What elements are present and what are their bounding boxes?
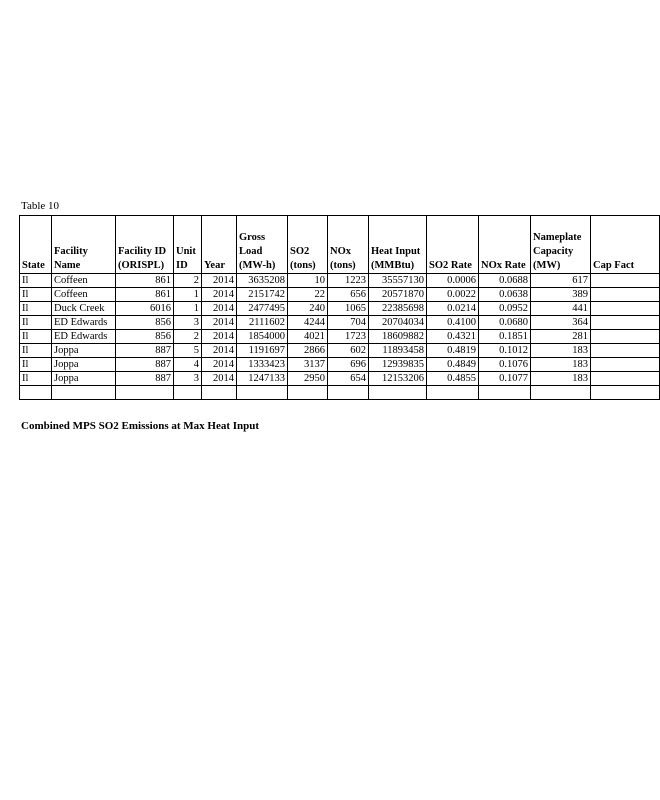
cell-facility-id: 6016: [116, 302, 174, 316]
table-row: [20, 372, 660, 386]
cell-so2-tons: 10: [288, 274, 328, 288]
cell-unit-id: 5: [174, 344, 202, 358]
cell-nameplate-capacity: 281: [531, 330, 591, 344]
cell-nameplate-capacity: 183: [531, 358, 591, 372]
cell-gross-load: 1854000: [237, 330, 288, 344]
column-header-nox-tons: NOx (tons): [328, 216, 369, 274]
cell-nameplate-capacity: 183: [531, 344, 591, 358]
cell-nox-rate: 0.1077: [479, 372, 531, 386]
cell-nox-tons: 656: [328, 288, 369, 302]
cell-capacity-factor: [591, 288, 660, 302]
cell-capacity-factor: [591, 274, 660, 288]
cell-state: Il: [20, 302, 52, 316]
cell-unit-id: 4: [174, 358, 202, 372]
table-row: [20, 344, 660, 358]
cell-facility-name: [52, 386, 116, 400]
cell-heat-input: 18609882: [369, 330, 427, 344]
column-header-state: State: [20, 216, 52, 274]
cell-gross-load: 2111602: [237, 316, 288, 330]
column-header-facility-id: Facility ID (ORISPL): [116, 216, 174, 274]
cell-so2-rate: 0.4321: [427, 330, 479, 344]
cell-facility-id: 856: [116, 330, 174, 344]
cell-nox-tons: 1223: [328, 274, 369, 288]
table-row: [20, 330, 660, 344]
cell-nox-tons: 696: [328, 358, 369, 372]
column-header-so2-rate: SO2 Rate: [427, 216, 479, 274]
cell-state: Il: [20, 274, 52, 288]
table-row: [20, 386, 660, 400]
cell-facility-name: Coffeen: [52, 274, 116, 288]
column-header-year: Year: [202, 216, 237, 274]
cell-facility-name: ED Edwards: [52, 316, 116, 330]
cell-gross-load: 3635208: [237, 274, 288, 288]
cell-state: Il: [20, 372, 52, 386]
cell-facility-id: 856: [116, 316, 174, 330]
cell-nox-rate: 0.1012: [479, 344, 531, 358]
cell-so2-rate: 0.4819: [427, 344, 479, 358]
cell-year: 2014: [202, 344, 237, 358]
cell-so2-rate: [427, 386, 479, 400]
cell-state: Il: [20, 358, 52, 372]
emissions-table-container: [19, 215, 635, 407]
table-row: [20, 358, 660, 372]
cell-facility-name: Duck Creek: [52, 302, 116, 316]
cell-gross-load: 1247133: [237, 372, 288, 386]
cell-facility-name: ED Edwards: [52, 330, 116, 344]
cell-nox-rate: 0.0688: [479, 274, 531, 288]
header-row: [20, 216, 660, 274]
cell-nox-rate: 0.1076: [479, 358, 531, 372]
cell-nox-rate: 0.0680: [479, 316, 531, 330]
cell-capacity-factor: [591, 358, 660, 372]
cell-year: 2014: [202, 274, 237, 288]
cell-nameplate-capacity: 183: [531, 372, 591, 386]
cell-state: Il: [20, 330, 52, 344]
cell-facility-name: Joppa: [52, 358, 116, 372]
cell-capacity-factor: [591, 302, 660, 316]
cell-unit-id: 1: [174, 302, 202, 316]
cell-so2-tons: 240: [288, 302, 328, 316]
column-header-nox-rate: NOx Rate: [479, 216, 531, 274]
table-row: [20, 302, 660, 316]
cell-nox-rate: [479, 386, 531, 400]
cell-heat-input: 12153206: [369, 372, 427, 386]
column-header-facility-name: Facility Name: [52, 216, 116, 274]
cell-year: 2014: [202, 330, 237, 344]
cell-unit-id: 1: [174, 288, 202, 302]
cell-so2-tons: 4021: [288, 330, 328, 344]
cell-heat-input: 11893458: [369, 344, 427, 358]
cell-so2-rate: 0.0214: [427, 302, 479, 316]
cell-heat-input: 12939835: [369, 358, 427, 372]
cell-facility-id: 861: [116, 288, 174, 302]
cell-capacity-factor: [591, 344, 660, 358]
cell-unit-id: 2: [174, 274, 202, 288]
cell-heat-input: [369, 386, 427, 400]
cell-nox-tons: [328, 386, 369, 400]
cell-facility-id: 887: [116, 344, 174, 358]
column-header-capacity-factor: Cap Fact: [591, 216, 660, 274]
cell-nox-tons: 1065: [328, 302, 369, 316]
column-header-unit-id: Unit ID: [174, 216, 202, 274]
cell-gross-load: 2477495: [237, 302, 288, 316]
cell-state: Il: [20, 288, 52, 302]
cell-year: 2014: [202, 316, 237, 330]
column-header-gross-load: Gross Load (MW-h): [237, 216, 288, 274]
cell-facility-name: Coffeen: [52, 288, 116, 302]
table-row: [20, 288, 660, 302]
cell-facility-id: 887: [116, 372, 174, 386]
cell-year: 2014: [202, 372, 237, 386]
cell-state: [20, 386, 52, 400]
cell-nox-tons: 602: [328, 344, 369, 358]
cell-nox-rate: 0.0638: [479, 288, 531, 302]
cell-year: 2014: [202, 288, 237, 302]
table-row: [20, 316, 660, 330]
cell-capacity-factor: [591, 316, 660, 330]
cell-facility-name: Joppa: [52, 372, 116, 386]
cell-so2-rate: 0.4849: [427, 358, 479, 372]
cell-capacity-factor: [591, 330, 660, 344]
cell-facility-id: 887: [116, 358, 174, 372]
table-row: [20, 274, 660, 288]
cell-unit-id: 3: [174, 316, 202, 330]
cell-heat-input: 35557130: [369, 274, 427, 288]
cell-year: [202, 386, 237, 400]
cell-nox-rate: 0.1851: [479, 330, 531, 344]
cell-so2-tons: 4244: [288, 316, 328, 330]
cell-so2-tons: 22: [288, 288, 328, 302]
cell-nameplate-capacity: 441: [531, 302, 591, 316]
cell-heat-input: 20571870: [369, 288, 427, 302]
cell-unit-id: 2: [174, 330, 202, 344]
cell-gross-load: 1191697: [237, 344, 288, 358]
cell-heat-input: 22385698: [369, 302, 427, 316]
cell-year: 2014: [202, 358, 237, 372]
cell-nox-rate: 0.0952: [479, 302, 531, 316]
cell-so2-rate: 0.0006: [427, 274, 479, 288]
cell-nox-tons: 704: [328, 316, 369, 330]
column-header-heat-input: Heat Input (MMBtu): [369, 216, 427, 274]
cell-nox-tons: 654: [328, 372, 369, 386]
cell-state: Il: [20, 316, 52, 330]
cell-unit-id: 3: [174, 372, 202, 386]
cell-nameplate-capacity: 389: [531, 288, 591, 302]
table-body: [20, 274, 660, 400]
cell-nameplate-capacity: 364: [531, 316, 591, 330]
cell-so2-rate: 0.0022: [427, 288, 479, 302]
cell-facility-name: Joppa: [52, 344, 116, 358]
column-header-so2-tons: SO2 (tons): [288, 216, 328, 274]
cell-so2-rate: 0.4100: [427, 316, 479, 330]
cell-nameplate-capacity: 617: [531, 274, 591, 288]
cell-gross-load: [237, 386, 288, 400]
cell-so2-tons: 2950: [288, 372, 328, 386]
cell-so2-tons: 2866: [288, 344, 328, 358]
cell-capacity-factor: [591, 372, 660, 386]
cell-capacity-factor: [591, 386, 660, 400]
cell-unit-id: [174, 386, 202, 400]
cell-gross-load: 2151742: [237, 288, 288, 302]
cell-gross-load: 1333423: [237, 358, 288, 372]
emissions-table: [19, 215, 660, 400]
cell-so2-tons: 3137: [288, 358, 328, 372]
cell-facility-id: [116, 386, 174, 400]
cell-so2-tons: [288, 386, 328, 400]
combined-emissions-heading: Combined MPS SO2 Emissions at Max Heat Input: [21, 420, 260, 432]
cell-heat-input: 20704034: [369, 316, 427, 330]
column-header-nameplate-capacity: Nameplate Capacity (MW): [531, 216, 591, 274]
cell-nameplate-capacity: [531, 386, 591, 400]
cell-so2-rate: 0.4855: [427, 372, 479, 386]
cell-state: Il: [20, 344, 52, 358]
cell-year: 2014: [202, 302, 237, 316]
table-caption: Table 10: [21, 200, 60, 212]
cell-facility-id: 861: [116, 274, 174, 288]
cell-nox-tons: 1723: [328, 330, 369, 344]
